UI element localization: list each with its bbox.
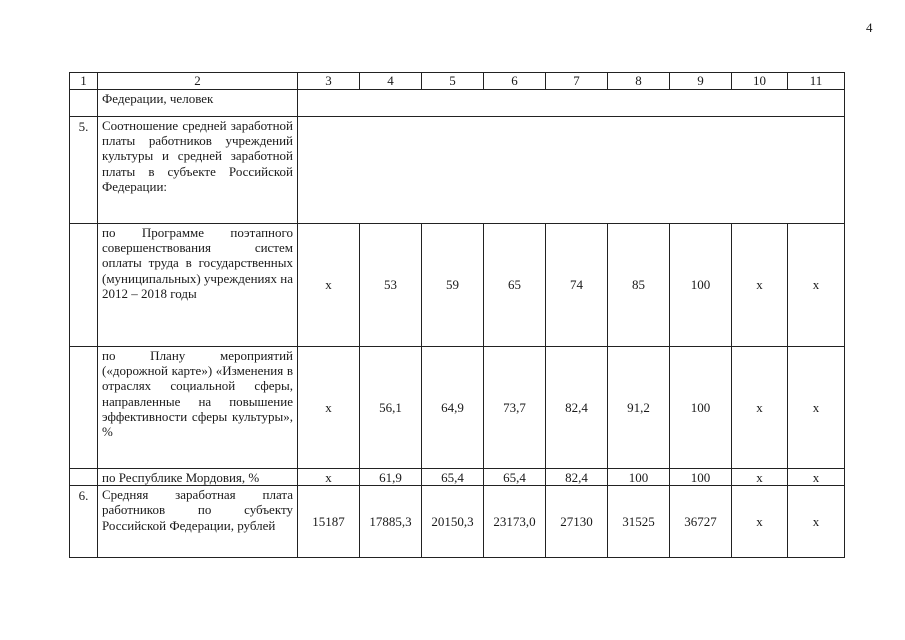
- page-number: 4: [866, 20, 873, 35]
- row-number: 5.: [70, 117, 98, 224]
- row-description: Соотношение средней заработной платы работников учреждений культуры и средней заработной платы в субъекте Российской Федерации:: [98, 117, 298, 224]
- value-cell: х: [298, 224, 360, 347]
- row-number: [70, 347, 98, 469]
- value-cell: 23173,0: [484, 486, 546, 558]
- row-description: Средняя заработная плата работников по субъекту Российской Федерации, рублей: [98, 486, 298, 558]
- value-cell: 100: [670, 469, 732, 486]
- header-cell: 11: [788, 73, 845, 90]
- header-cell: 7: [546, 73, 608, 90]
- header-cell: 10: [732, 73, 788, 90]
- value-cell: х: [732, 224, 788, 347]
- table-row: [70, 469, 845, 486]
- row-description: по Плану мероприятий («дорожной карте») «Изменения в отраслях социальной сферы, направленные на повышение эффективности сферы культуры», %: [98, 347, 298, 469]
- value-cell: 53: [360, 224, 422, 347]
- value-cell: х: [732, 347, 788, 469]
- value-cell: 64,9: [422, 347, 484, 469]
- row-number: 6.: [70, 486, 98, 558]
- table-row: [70, 224, 845, 347]
- table-row: [70, 90, 845, 117]
- value-cell: х: [788, 347, 845, 469]
- merged-value-cell: [298, 90, 845, 117]
- header-cell: 9: [670, 73, 732, 90]
- value-cell: 31525: [608, 486, 670, 558]
- value-cell: х: [732, 469, 788, 486]
- table-row: [70, 117, 845, 224]
- value-cell: х: [732, 486, 788, 558]
- value-cell: 20150,3: [422, 486, 484, 558]
- value-cell: 27130: [546, 486, 608, 558]
- header-cell: 4: [360, 73, 422, 90]
- indicator-table: [69, 72, 845, 558]
- header-cell: 3: [298, 73, 360, 90]
- value-cell: 59: [422, 224, 484, 347]
- value-cell: 65: [484, 224, 546, 347]
- table-row: [70, 486, 845, 558]
- value-cell: 65,4: [484, 469, 546, 486]
- value-cell: 74: [546, 224, 608, 347]
- value-cell: 73,7: [484, 347, 546, 469]
- merged-value-cell: [298, 117, 845, 224]
- value-cell: 82,4: [546, 347, 608, 469]
- value-cell: 85: [608, 224, 670, 347]
- header-row: [70, 73, 845, 90]
- value-cell: 56,1: [360, 347, 422, 469]
- row-number: [70, 90, 98, 117]
- table-row: [70, 347, 845, 469]
- value-cell: х: [788, 469, 845, 486]
- value-cell: 100: [670, 224, 732, 347]
- value-cell: 15187: [298, 486, 360, 558]
- value-cell: х: [788, 486, 845, 558]
- value-cell: 17885,3: [360, 486, 422, 558]
- value-cell: х: [298, 347, 360, 469]
- value-cell: х: [788, 224, 845, 347]
- value-cell: х: [298, 469, 360, 486]
- header-cell: 5: [422, 73, 484, 90]
- row-description: по Республике Мордовия, %: [98, 469, 298, 486]
- row-description: Федерации, человек: [98, 90, 298, 117]
- header-cell: 8: [608, 73, 670, 90]
- row-number: [70, 224, 98, 347]
- row-description: по Программе поэтапного совершенствования систем оплаты труда в государственных (муниципальных) учреждениях на 2012 – 2018 годы: [98, 224, 298, 347]
- header-cell: 2: [98, 73, 298, 90]
- row-number: [70, 469, 98, 486]
- value-cell: 91,2: [608, 347, 670, 469]
- value-cell: 36727: [670, 486, 732, 558]
- header-cell: 6: [484, 73, 546, 90]
- value-cell: 100: [670, 347, 732, 469]
- value-cell: 61,9: [360, 469, 422, 486]
- value-cell: 65,4: [422, 469, 484, 486]
- value-cell: 100: [608, 469, 670, 486]
- value-cell: 82,4: [546, 469, 608, 486]
- header-cell: 1: [70, 73, 98, 90]
